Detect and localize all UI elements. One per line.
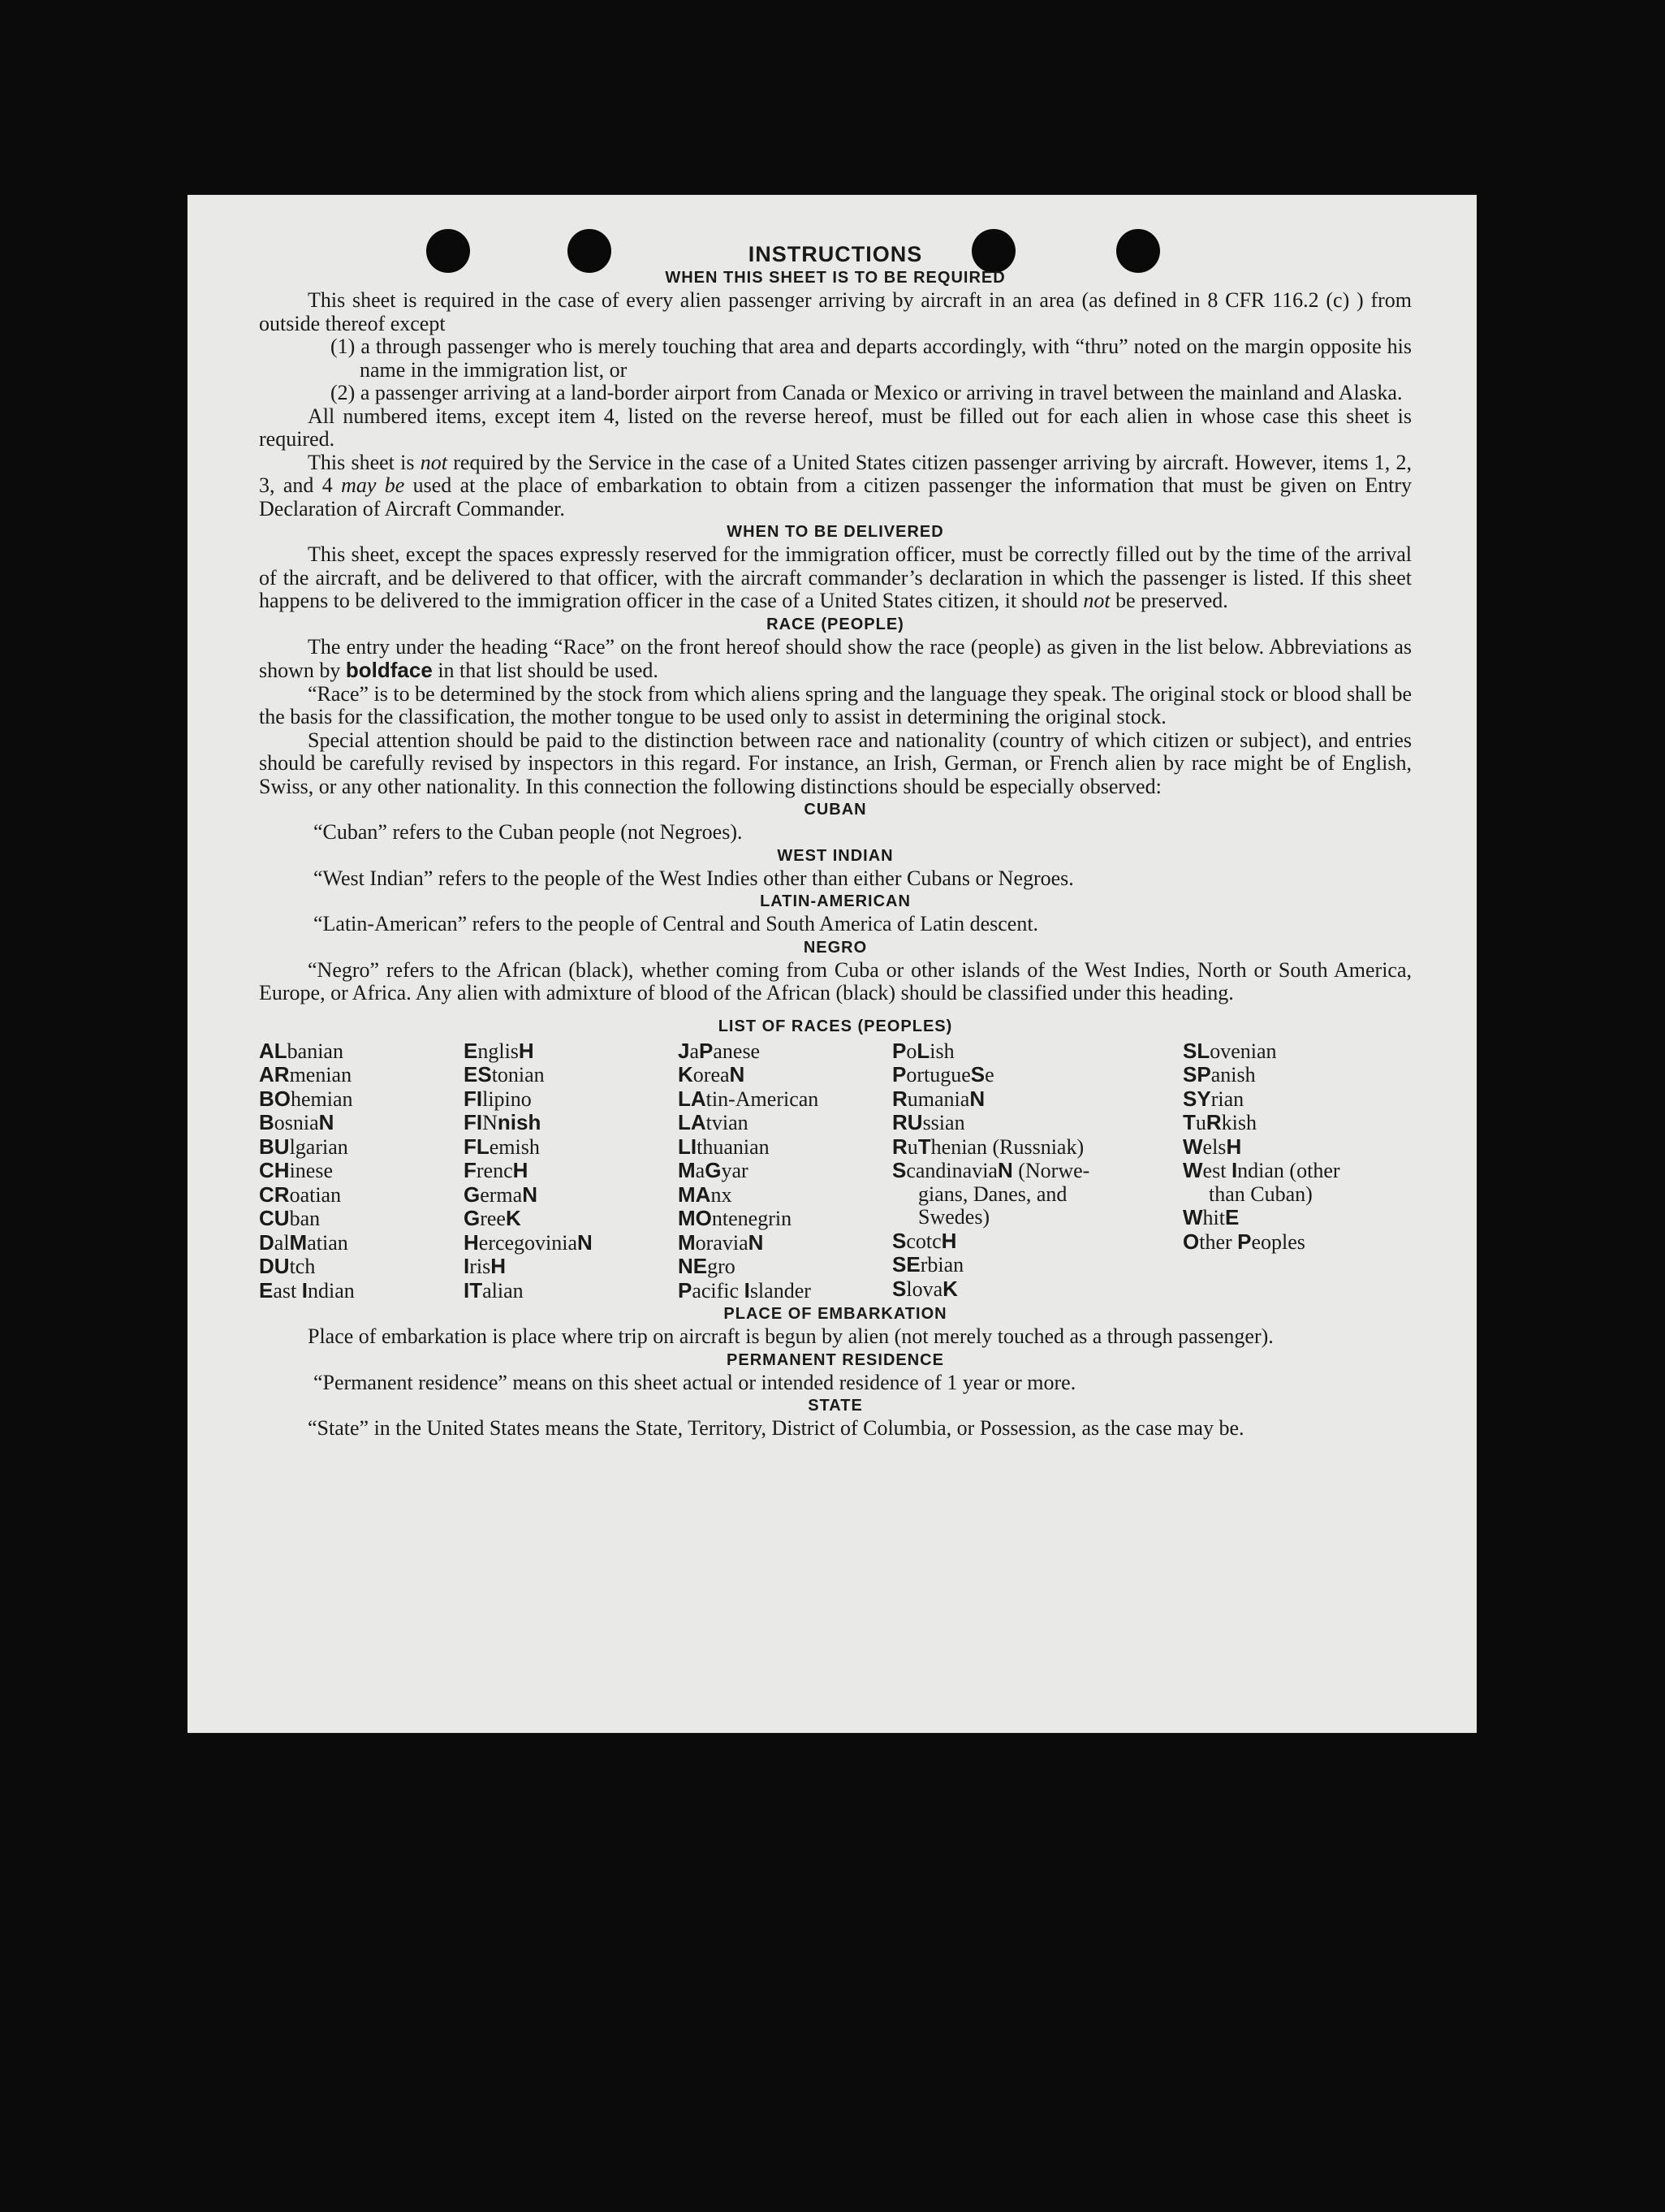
definition: “West Indian” refers to the people of the West Indies other than either Cubans or Negroes.: [313, 866, 1074, 890]
race-entry: GermaN: [464, 1182, 537, 1207]
heading-when-required: WHEN THIS SHEET IS TO BE REQUIRED: [665, 269, 1006, 287]
race-entry: SErbian: [892, 1252, 964, 1277]
race-entry: IrisH: [464, 1254, 507, 1278]
race-entry: CRoatian: [259, 1182, 342, 1207]
race-entry: BUlgarian: [259, 1134, 348, 1159]
paragraph: “Permanent residence” means on this sheet actual or intended residence of 1 year or more.: [313, 1370, 1076, 1394]
race-entry: RUssian: [892, 1110, 965, 1134]
paragraph: This sheet, except the spaces expressly reserved for the immigration officer, must be correctly filled out by the time of the arrival of the aircraft, and be delivered to that officer, with the aircraft commander’s declaration in which the passenger is listed. If this sheet happens to be delivered to the immigration officer in the case of a United States citizen, it should not be preserved.: [259, 542, 1412, 612]
race-entry: FIlipino: [464, 1086, 532, 1111]
race-column: [1183, 1039, 1426, 1303]
race-entry: Pacific Islander: [678, 1277, 811, 1303]
page-title: INSTRUCTIONS: [748, 242, 923, 266]
heading-list-of-races: LIST OF RACES (PEOPLES): [718, 1017, 953, 1035]
heading-cuban: CUBAN: [804, 801, 867, 819]
race-entry: PortugueSe: [892, 1062, 994, 1087]
paragraph: This sheet is not required by the Service in the case of a United States citizen passenger arriving by aircraft. However, items 1, 2, 3, and 4 may be used at the place of embarkation to obtain from a citizen passenger the information that must be given on Entry Declaration of Aircraft Commander.: [259, 450, 1412, 521]
race-entry: CHinese: [259, 1158, 333, 1182]
list-item: (1) a through passenger who is merely touching that area and departs accordingly, with “thru” noted on the margin opposite his name in the immigration list, or: [330, 335, 1412, 382]
definition: “Cuban” refers to the Cuban people (not Negroes).: [313, 820, 743, 844]
race-entry: TuRkish: [1183, 1110, 1257, 1134]
race-column: [892, 1039, 1183, 1303]
race-entry: SlovaK: [892, 1276, 958, 1301]
race-entry: EStonian: [464, 1062, 545, 1087]
heading-west-indian: WEST INDIAN: [777, 846, 894, 865]
race-entry: FrencH: [464, 1158, 528, 1182]
race-entry: FLemish: [464, 1134, 540, 1159]
race-column: [678, 1039, 892, 1303]
heading-when-delivered: WHEN TO BE DELIVERED: [727, 523, 944, 541]
race-entry: BosniaN: [259, 1110, 334, 1134]
race-entry: Other Peoples: [1183, 1229, 1305, 1254]
race-column: [464, 1039, 678, 1303]
paragraph: “Race” is to be determined by the stock from which aliens spring and the language they speak. The original stock or blood shall be the basis for the classification, the mother tongue to be used only to assist in determining the original stock.: [259, 681, 1412, 728]
definition: “Negro” refers to the African (black), whether coming from Cuba or other islands of the West Indies, North or South America, Europe, or Africa. Any alien with admixture of blood of the African (black) should be classified under this heading.: [259, 957, 1412, 1004]
race-entry: gians, Danes, and: [918, 1182, 1068, 1206]
race-entry: SPanish: [1183, 1062, 1256, 1087]
race-entry: Swedes): [918, 1205, 990, 1229]
paragraph: The entry under the heading “Race” on the front hereof should show the race (people) as given in the list below. Abbreviations as shown by boldface in that list should be used.: [259, 634, 1412, 682]
race-entry: West Indian (other: [1183, 1158, 1340, 1182]
heading-residence: PERMANENT RESIDENCE: [727, 1350, 944, 1369]
race-entry: BOhemian: [259, 1086, 353, 1111]
race-entry: HercegoviniaN: [464, 1229, 593, 1255]
paragraph: “State” in the United States means the State, Territory, District of Columbia, or Possession, as the case may be.: [308, 1416, 1244, 1440]
heading-negro: NEGRO: [803, 938, 868, 957]
race-entry: LAtvian: [678, 1110, 748, 1134]
races-list: [259, 1039, 1412, 1303]
race-entry: LIthuanian: [678, 1134, 770, 1159]
race-entry: RumaniaN: [892, 1086, 986, 1111]
race-entry: SYrian: [1183, 1086, 1244, 1111]
document-page: [188, 195, 1477, 1733]
race-entry: CUban: [259, 1206, 321, 1230]
race-entry: SLovenian: [1183, 1038, 1277, 1063]
heading-race: RACE (PEOPLE): [766, 615, 904, 633]
race-entry: RuThenian (Russniak): [892, 1134, 1085, 1159]
race-entry: LAtin-American: [678, 1086, 819, 1111]
race-entry: ALbanian: [259, 1038, 343, 1063]
heading-latin-american: LATIN-AMERICAN: [760, 892, 911, 910]
race-entry: WelsH: [1183, 1134, 1242, 1159]
race-entry: ARmenian: [259, 1062, 352, 1087]
race-entry: EnglisH: [464, 1038, 534, 1063]
race-entry: MAnx: [678, 1182, 732, 1207]
race-entry: NEgro: [678, 1254, 735, 1278]
race-entry: ScotcH: [892, 1228, 957, 1253]
list-item: (2) a passenger arriving at a land-border airport from Canada or Mexico or arriving in travel between the mainland and Alaska.: [330, 381, 1403, 404]
heading-state: STATE: [808, 1397, 863, 1415]
race-entry: DUtch: [259, 1254, 316, 1278]
race-entry: FINnish: [464, 1110, 541, 1134]
definition: “Latin-American” refers to the people of Central and South America of Latin descent.: [313, 912, 1039, 935]
race-entry: MoraviaN: [678, 1229, 764, 1255]
race-entry: WhitE: [1183, 1205, 1240, 1229]
race-entry: JaPanese: [678, 1038, 761, 1063]
race-entry: ITalian: [464, 1277, 524, 1303]
race-entry: MOntenegrin: [678, 1206, 792, 1230]
race-entry: MaGyar: [678, 1158, 748, 1182]
race-column: [259, 1039, 464, 1303]
instructions-content: [259, 242, 1412, 1441]
race-entry: East Indian: [259, 1277, 355, 1303]
race-entry: than Cuban): [1209, 1182, 1313, 1206]
paragraph: Special attention should be paid to the distinction between race and nationality (country of which citizen or subject), and entries should be carefully revised by inspectors in this regard. For instance, an Irish, German, or French alien by race might be of English, Swiss, or any other nationality. In this connection the following distinctions should be especially observed:: [259, 728, 1412, 798]
race-entry: PoLish: [892, 1038, 955, 1063]
race-entry: ScandinaviaN (Norwe-: [892, 1158, 1090, 1182]
race-entry: GreeK: [464, 1206, 521, 1230]
heading-embarkation: PLACE OF EMBARKATION: [723, 1305, 947, 1323]
paragraph: This sheet is required in the case of every alien passenger arriving by aircraft in an area (as defined in 8 CFR 116.2 (c) ) from outside thereof except: [259, 288, 1412, 335]
race-entry: KoreaN: [678, 1062, 745, 1087]
paragraph: All numbered items, except item 4, listed on the reverse hereof, must be filled out for each alien in whose case this sheet is required.: [259, 404, 1412, 451]
race-entry: DalMatian: [259, 1229, 348, 1255]
paragraph: Place of embarkation is place where trip on aircraft is begun by alien (not merely touched as a through passenger).: [308, 1324, 1274, 1348]
